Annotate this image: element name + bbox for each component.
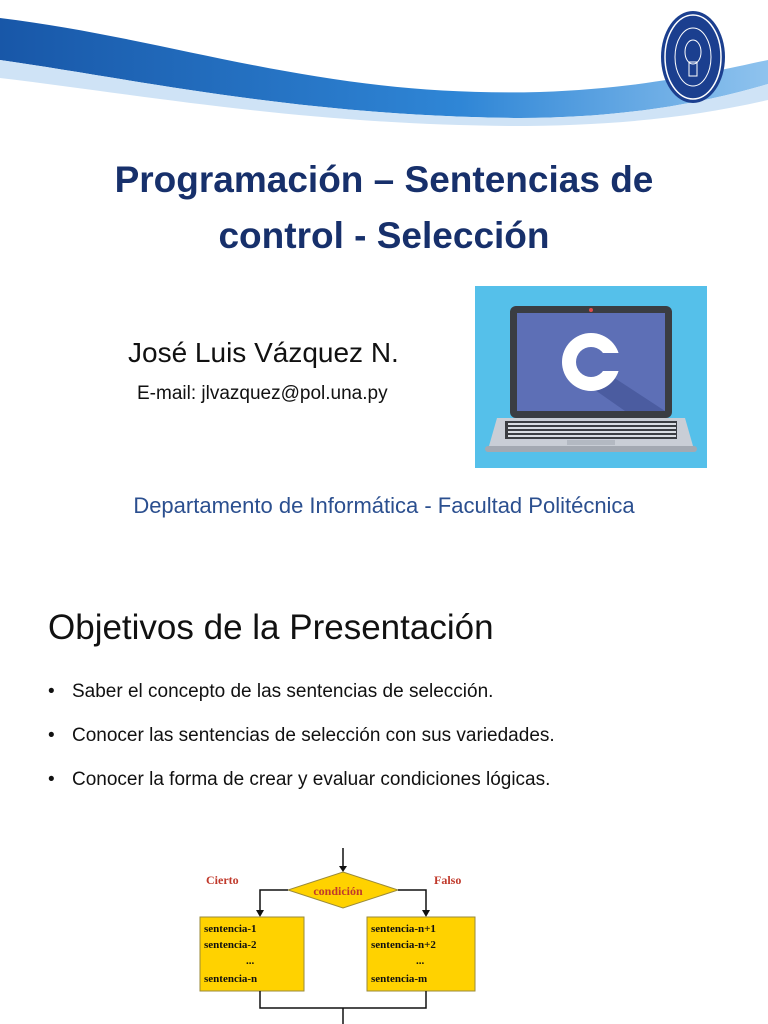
objective-item: • Saber el concepto de las sentencias de selección. bbox=[48, 678, 555, 722]
presentation-title bbox=[0, 152, 768, 264]
selection-flowchart bbox=[198, 840, 488, 1024]
c-language-laptop-image bbox=[475, 286, 707, 468]
true-branch-label: Cierto bbox=[206, 873, 239, 887]
title-line-2: control - Selección bbox=[218, 215, 550, 256]
true-statement: ... bbox=[246, 955, 255, 967]
false-branch-label: Falso bbox=[434, 873, 462, 887]
author-email: E-mail: jlvazquez@pol.una.py bbox=[137, 383, 388, 404]
header-wave bbox=[0, 0, 768, 130]
false-statement: sentencia-m bbox=[371, 973, 428, 985]
university-seal-logo bbox=[660, 10, 726, 104]
objective-item: • Conocer las sentencias de selección con sus variedades. bbox=[48, 722, 555, 766]
objectives-title: Objetivos de la Presentación bbox=[48, 608, 494, 647]
false-statement: sentencia-n+1 bbox=[371, 923, 436, 935]
true-statement: sentencia-2 bbox=[204, 939, 257, 951]
objective-item: • Conocer la forma de crear y evaluar condiciones lógicas. bbox=[48, 766, 555, 810]
false-statement: sentencia-n+2 bbox=[371, 939, 436, 951]
author-name: José Luis Vázquez N. bbox=[128, 337, 399, 368]
department-line: Departamento de Informática - Facultad Politécnica bbox=[133, 493, 635, 518]
true-statement: sentencia-n bbox=[204, 973, 258, 985]
title-line-1: Programación – Sentencias de bbox=[114, 159, 654, 200]
objectives-slide bbox=[0, 560, 768, 1024]
condition-text: condición bbox=[313, 884, 363, 898]
true-statement: sentencia-1 bbox=[204, 923, 257, 935]
objectives-list bbox=[48, 678, 555, 810]
false-statement: ... bbox=[416, 955, 425, 967]
